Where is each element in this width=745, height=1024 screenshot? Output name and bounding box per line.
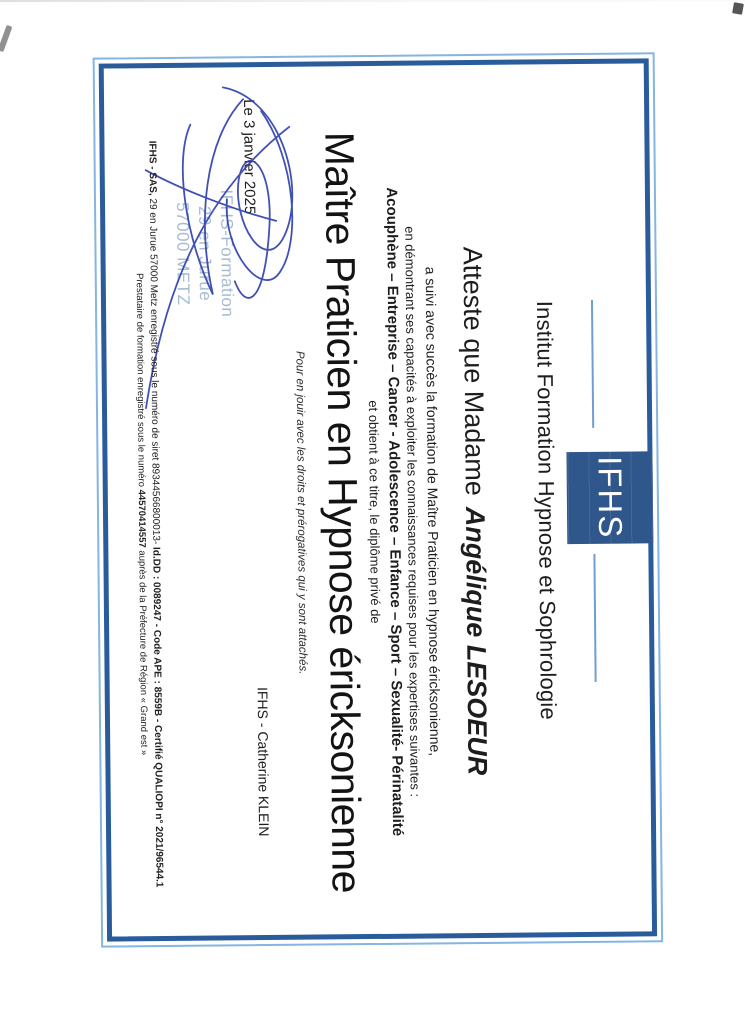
footer-1-segment-2: 29 en Jurue 57000 Metz enregistré sous le numéro de siret 89344566800013- [146,195,162,548]
footer-1-segment-3: Id.DD : 0089247 - Code APE : 8559B - Certifié QUALIOPI n° 2021/96544.1 [150,546,165,888]
body-line-3: et obtient à ce titre, le diplôme privé de [365,400,384,624]
issue-date: Le 3 janvier 2025 [240,99,259,215]
stamp-line-3: 57000 METZ [172,202,193,306]
rights-note: Pour en jouir avec les droits et prérogatives qui y sont attachés. [293,350,309,675]
stamp-line-2: 29 en Jurue [194,205,215,302]
footer-2-segment-3: auprès de la Préfecture de Région « Grand est » [136,547,150,756]
footer-1-segment-1: IFHS - SAS, [146,140,158,196]
stamp-line-1: IFHS-Formation [216,189,238,318]
footer-2-segment-2: 44570414557 [135,489,148,548]
ifhs-logo [566,451,653,544]
diploma-title: Maître Praticien en Hypnose éricksonienne [316,131,370,894]
body-line-2: en démontrant ses capacités à exploiter les connaissances requises pour les expertises suivantes : [402,226,423,798]
signer-name: IFHS - Catherine KLEIN [254,686,273,837]
scan-artifact-top-right [732,2,744,15]
footer-2-segment-1: Prestataire de formation enregistré sous le numéro [133,273,147,490]
institute-name: Institut Formation Hypnose et Sophrologie [531,300,562,720]
attestation-prefix: Atteste que Madame [457,246,490,496]
body-line-1: a suivi avec succès la formation de Maître Praticien en hypnose éricksonienne, [422,266,444,757]
ifhs-logo-label: IFHS [591,455,630,540]
recipient-name: Angélique LESOEUR [459,506,493,776]
scan-paper-edge [0,0,745,2]
specialties-line: Acouphène – Entreprise – Cancer - Adolescence – Enfance – Sport – Sexualité- Périnatalité [382,187,407,837]
